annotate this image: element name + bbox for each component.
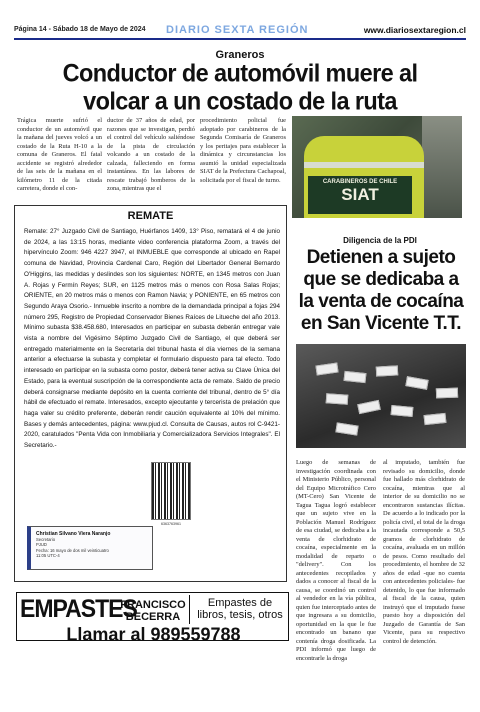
verification-code-number: 6363763961 [161,522,181,526]
article2-kicker: Diligencia de la PDI [343,236,417,245]
verification-code-image [151,462,191,520]
drug-package [405,376,428,390]
drug-package [436,388,458,399]
drug-package [315,363,338,376]
vest-label [308,176,412,214]
article1-column-1: Trágica muerte sufrió el conductor de un automóvil que la mañana del jueves volcó a un costado de la Ruta H-10 a la comuna de Graneros. El fatal accidente se registró alrededor de las seis de la mañana en el kilómetro 11 de la citada carretera, donde el con- [17,117,102,192]
ad-phone: Llamar al 989559788 [66,623,241,645]
signer-org: PJUD [36,542,47,548]
drug-package [326,393,349,405]
vest-stripe [304,162,424,168]
drug-package [424,413,447,425]
paper-name: DIARIO SEXTA REGIÓN [166,24,309,36]
ad-services: Empastes de libros, tesis, otros [197,597,283,621]
drug-package [376,365,398,376]
siat-officer-photo [292,116,462,218]
signature-date: Fecha: 16 mayo de dos mil veinticuatro [36,547,109,553]
article1-headline: Conductor de automóvil muere al volcar a un costado de la ruta [62,58,418,116]
remate-title: REMATE [127,210,174,222]
drug-package [335,422,358,435]
article1-column-3: procedimiento policial fue adoptado por carabineros de la Segunda Comisaría de Graneros y los peritajes para establecer la dinámica y circunstancias los asumió la unidad especializada SIAT de la Prefectura Cachapoal, solicitada por el fiscal de turno. [200,117,286,184]
article1-column-2: ductor de 37 años de edad, por razones que se investigan, perdió el control del vehículo saliéndose de la pista de circulación volcando a un costado de la calzada, falleciendo en forma instantánea. En las labores de rescate trabajó bomberos de la zona, mientras que el [107,117,195,192]
ad-brand: EMPASTES [20,593,137,623]
empastes-ad [16,592,289,645]
article1-kicker: Graneros [215,49,265,61]
drug-package [357,400,381,414]
page-date: Página 14 - Sábado 18 de Mayo de 2024 [14,26,146,33]
website-link[interactable]: www.diariosextaregion.cl [363,25,466,35]
signature-time: 11:05 UTC-4 [36,553,60,559]
seized-drugs-photo [296,344,466,448]
ad-owner: FRANCISCO BECERRA [120,599,186,623]
remate-body: Remate: 27° Juzgado Civil de Santiago, Huérfanos 1409, 13° Piso, rematará el 4 de junio de 2024, a las 13:15 horas, mediante video conferencia plataforma Zoom, a través del hipervínculo Zoom: 946 4227 3947, el INMUEBLE que corresponde al ubicado en Rapel comuna de Navidad, Provincia Cardenal Caro, Región del Libertador General Bernardo O'Higgins, las medidas y deslindes son los siguientes: NORTE, en 1345 metros con Juan A. Rojas y Fermín Reyes; SUR, en 1125 metros más o menos con Rosa Salas Rojas; ORIENTE, en 20 metros más o menos con Ramon Navia; y PONIENTE, en 65 metros con Segundo Araya Osorio.- Inmueble inscrito a nombre de la demandada principal a fojas 294 número 295, Registro de Propiedad Conservador Bienes Raíces de Litueche del año 2013. Mínimo subasta $38.458.680, Interesados en participar en subasta deberán entregar vale vista a nombre del Vigésimo Séptimo Juzgado Civil de Santiago, el que deberá ser entregado materialmente en la Secretaría del tribunal hasta el día viernes de la semana anterior a efectuarse la subasta y completar el formulario dispuesto para tal efecto. Todo interesado en participar en la subasta como postor, deberá tener activa su Clave Única del Estado, para la eventual suscripción de la correspondiente acta de remate. Saldo de precio deberá consignarse mediante depósito en la cuenta corriente del tribunal, dentro de 5° día hábil de efectuado el remate. Interesados, excepto ejecutante y tercerista de prelación que haga valer su crédito preferente, deberán rendir caución equivalente al 10% del mínimo. Bases y demás antecedentes, página: www.pjud.cl. Consulta de Causas, autos rol C-9421-2020, caratulados "Penta Vida con Inmobiliaria y Comercializadora Servicios Integrales". El Secretario.- [24,228,280,450]
article2-column-1: Luego de semanas de investigación coordinada con el Ministerio Público, personal del Equipo Microtráfico Cero (MT-Cero) San Vicente de Tagua Tagua logró establecer que un sujeto vive en la Población Manuel Rodríguez de esa ciudad, se dedicaba a la venta de clorhidrato de cocaína, especialmente en la modalidad de reparto o "delivery". Con los antecedentes recopilados y dados a conocer al fiscal de la causa, se coordinó un control al vendedor en la vía pública, quien fue interceptado antes de que ingresara a su domicilio, oportunidad en la que le fue encontrado un banano que contenía droga dosificada. La PDI informó que luego de encontrarle la droga [296,459,376,662]
article2-column-2: al imputado, también fue revisado su domicilio, donde fue hallado más clorhidrato de cocaína, mientras que al interior de su domicilio no se encontraron sustancias ilícitas. De acuerdo a lo indicado por la policía civil, el total de la droga incautada corresponde a 50,5 gramos de clorhidrato de cocaína, avaluada en un millón de pesos. Como resultado del procedimiento, el hombre de 32 años de edad -que no cuenta con antecedentes policiales- fue detenido, lo que fue informado al fiscal de la causa, quien instruyó que el imputado fuese puesto hoy a disposición del Juzgado de Garantía de San Vicente, para su respectivo control de detención. [383,459,465,645]
drug-package [391,405,414,417]
signer-name: Christian Silvano Viera Naranjo [36,531,111,537]
photo-background [422,116,462,218]
page-header [14,24,466,40]
vest-label-top: CARABINEROS DE CHILE [322,179,398,185]
signer-role: Secretario [36,537,56,542]
drug-package [344,371,367,383]
electronic-signature [27,526,153,570]
ad-divider [189,595,190,624]
vest-label-main: SIAT [341,185,379,204]
article2-headline: Detienen a sujeto que se dedicaba a la venta de cocaína en San Vicente T.T. [298,247,464,334]
